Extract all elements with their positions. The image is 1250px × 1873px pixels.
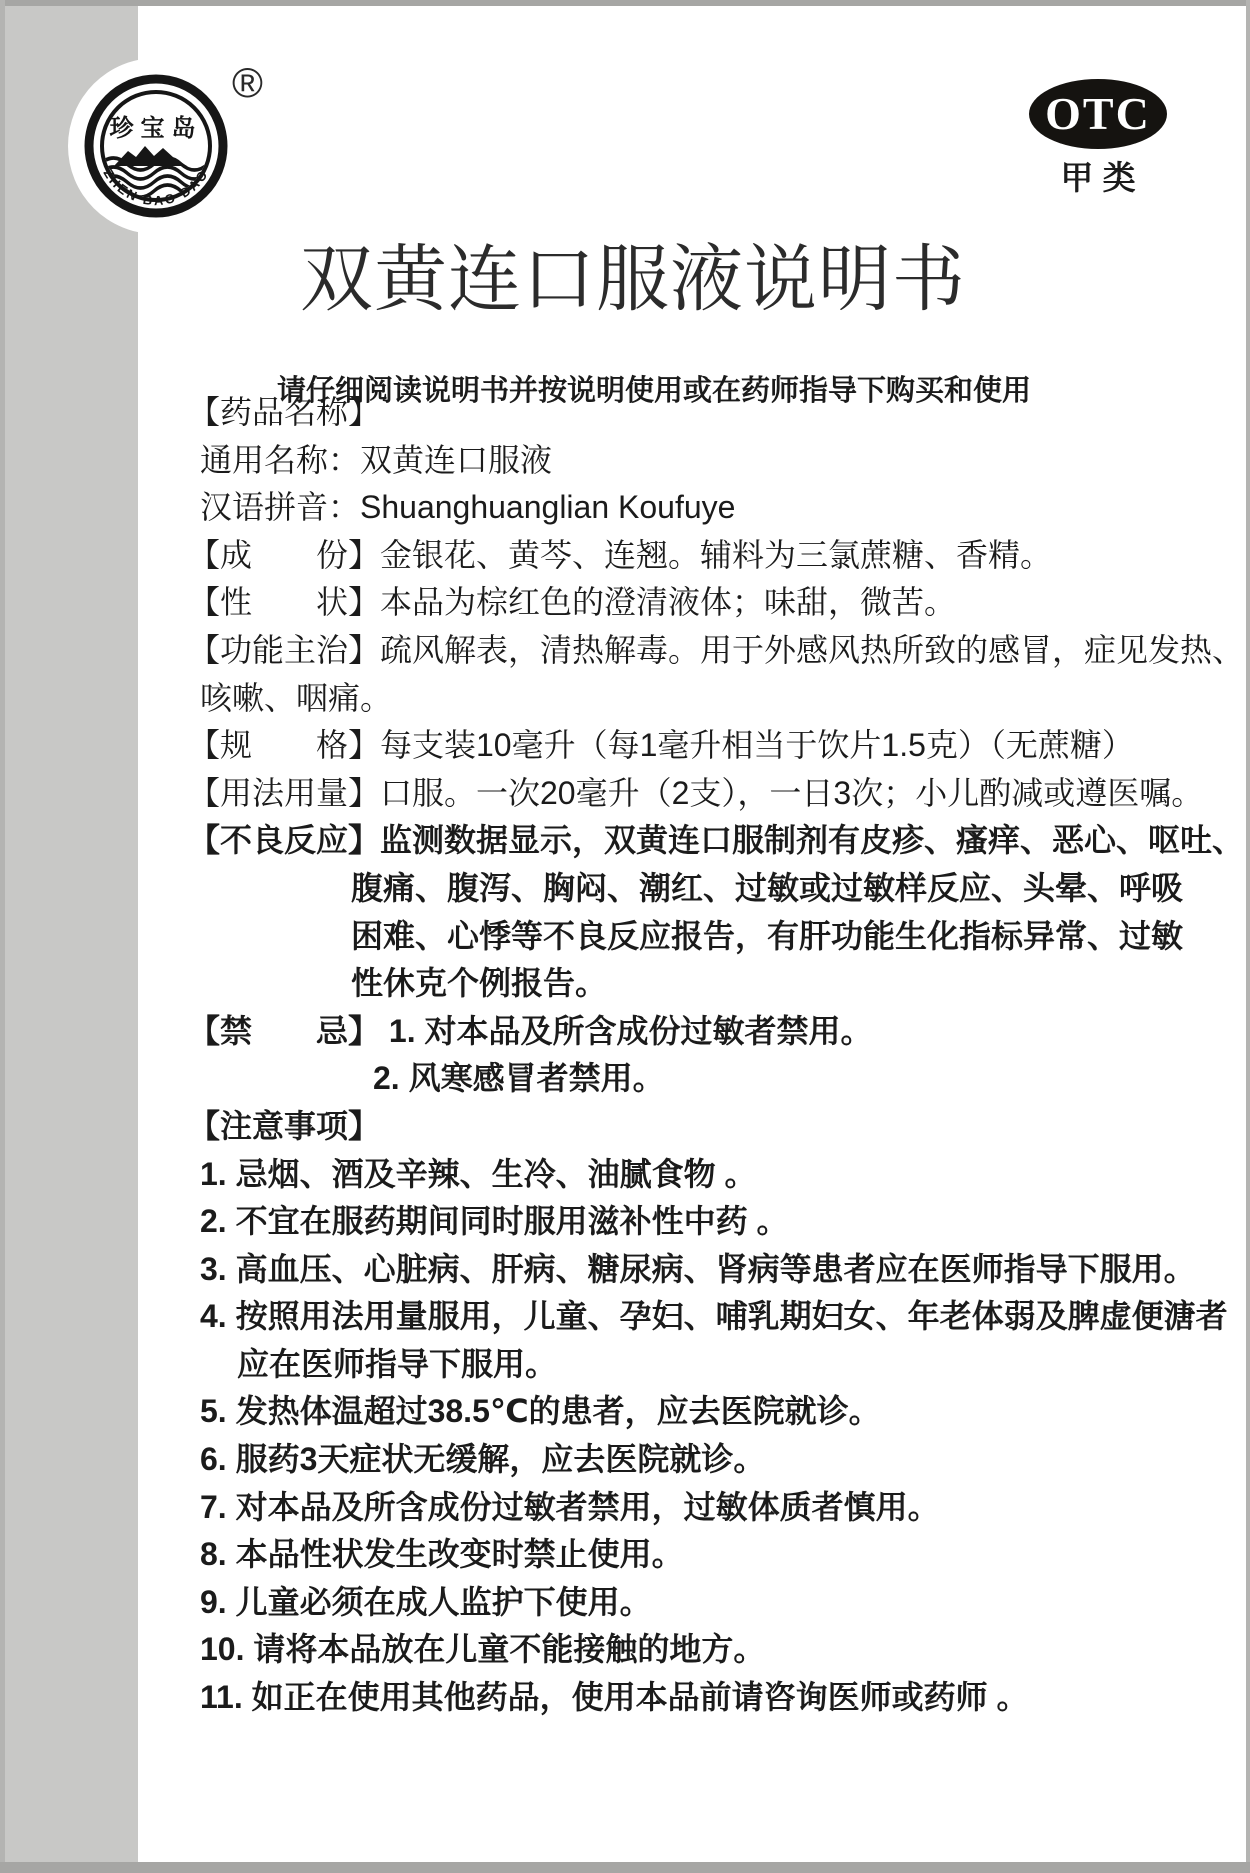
line-generic-name: 通用名称：双黄连口服液 [200, 441, 553, 478]
line-adverse-reactions-cont-3: 性休克个例报告。 [351, 965, 608, 1002]
page-edge-top [0, 0, 1250, 6]
otc-badge [1029, 79, 1167, 149]
line-specification: 【规 格】每支装10毫升（每1毫升相当于饮片1.5克）（无蔗糖） [188, 727, 1134, 764]
line-precaution-6: 6. 服药3天症状无缓解，应去医院就诊。 [200, 1441, 766, 1478]
left-gray-band [5, 6, 138, 1862]
leaflet-body [188, 389, 1245, 1722]
line-precaution-10: 10. 请将本品放在儿童不能接触的地方。 [200, 1631, 766, 1668]
brand-logo-icon [66, 56, 246, 236]
line-functions: 【功能主治】疏风解表，清热解毒。用于外感风热所致的感冒，症见发热、 [188, 631, 1245, 668]
page-edge-right [1246, 0, 1250, 1873]
page-title: 双黄连口服液说明书 [300, 239, 966, 320]
line-precaution-11: 11. 如正在使用其他药品，使用本品前请咨询医师或药师 。 [200, 1679, 1029, 1716]
line-ingredients: 【成 份】金银花、黄芩、连翘。辅料为三氯蔗糖、香精。 [188, 536, 1053, 573]
line-precautions-heading: 【注意事项】 [188, 1107, 381, 1144]
line-adverse-reactions-cont-1: 腹痛、腹泻、胸闷、潮红、过敏或过敏样反应、头晕、呼吸 [351, 869, 1184, 906]
line-precaution-8: 8. 本品性状发生改变时禁止使用。 [200, 1536, 684, 1573]
line-precaution-7: 7. 对本品及所含成份过敏者禁用，过敏体质者慎用。 [200, 1488, 940, 1525]
line-description: 【性 状】本品为棕红色的澄清液体；味甜，微苦。 [188, 584, 957, 621]
line-functions-cont: 咳嗽、咽痛。 [200, 679, 393, 716]
page-edge-bottom [0, 1862, 1250, 1873]
brand-logo [66, 56, 246, 236]
registered-trademark-icon: ® [232, 59, 263, 106]
line-precaution-5: 5. 发热体温超过38.5℃的患者，应去医院就诊。 [200, 1393, 881, 1430]
line-precaution-4: 4. 按照用法用量服用，儿童、孕妇、哺乳期妇女、年老体弱及脾虚便溏者 [200, 1298, 1228, 1335]
line-adverse-reactions: 【不良反应】监测数据显示，双黄连口服制剂有皮疹、瘙痒、恶心、呕吐、 [188, 822, 1245, 859]
line-dosage: 【用法用量】口服。一次20毫升（2支），一日3次；小儿酌减或遵医嘱。 [188, 774, 1204, 811]
line-drug-name-heading: 【药品名称】 [188, 394, 381, 430]
line-precaution-1: 1. 忌烟、酒及辛辣、生冷、油腻食物 。 [200, 1155, 757, 1192]
otc-label: OTC [1045, 88, 1151, 139]
logo-chinese-text: 珍宝岛 [109, 115, 203, 142]
logo-latin-text: ZHEN BAO DAO [100, 165, 212, 209]
otc-class-label: 甲 类 [1060, 159, 1136, 196]
line-adverse-reactions-cont-2: 困难、心悸等不良反应报告，有肝功能生化指标异常、过敏 [351, 917, 1184, 954]
line-precaution-4-cont: 应在医师指导下服用。 [237, 1345, 558, 1382]
line-pinyin: 汉语拼音：Shuanghuanglian Koufuye [200, 489, 736, 526]
line-precaution-9: 9. 儿童必须在成人监护下使用。 [200, 1583, 652, 1620]
page-subtitle: 请仔细阅读说明书并按说明使用或在药师指导下购买和使用 [276, 375, 1031, 407]
line-contraindications-2: 2. 风寒感冒者禁用。 [373, 1060, 665, 1097]
line-precaution-2: 2. 不宜在服药期间同时服用滋补性中药 。 [200, 1203, 789, 1240]
line-contraindications-1: 【禁 忌】 1. 对本品及所含成份过敏者禁用。 [188, 1012, 873, 1049]
line-precaution-3: 3. 高血压、心脏病、肝病、糖尿病、肾病等患者应在医师指导下服用。 [200, 1250, 1196, 1287]
